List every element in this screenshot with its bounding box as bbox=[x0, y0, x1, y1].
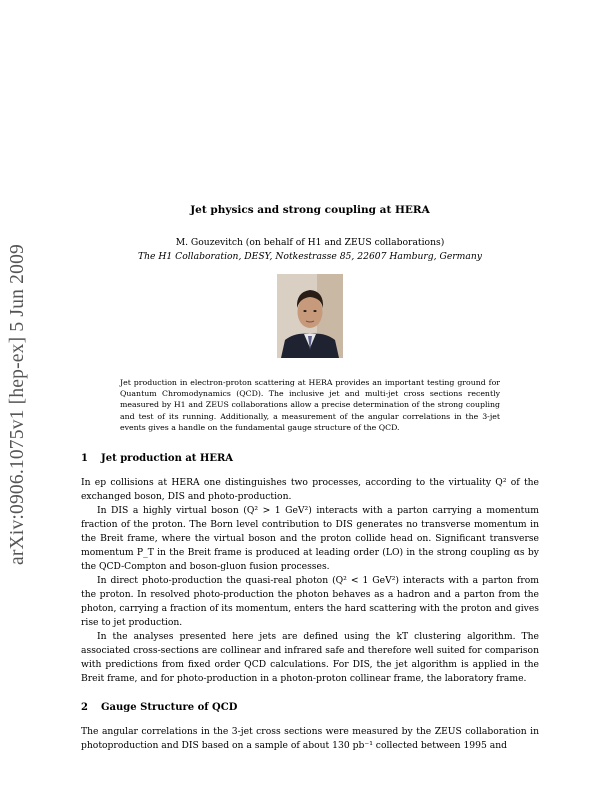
section-title: Gauge Structure of QCD bbox=[101, 702, 238, 714]
section-title: Jet production at HERA bbox=[101, 453, 234, 465]
affiliation-line: The H1 Collaboration, DESY, Notkestrasse 85, 22607 Hamburg, Germany bbox=[138, 251, 482, 262]
section-heading bbox=[81, 453, 539, 464]
section-heading bbox=[81, 702, 539, 713]
arxiv-identifier: arXiv:0906.1075v1 [hep-ex] 5 Jun 2009 bbox=[7, 244, 28, 565]
paper-page bbox=[81, 204, 539, 753]
paragraph: The angular correlations in the 3-jet cross sections were measured by the ZEUS collaboration in photoproduction and DIS based on a sample of about 130 pb⁻¹ collected between 1995 and bbox=[81, 726, 539, 752]
abstract: Jet production in electron-proton scattering at HERA provides an important testing ground for Quantum Chromodynamics (QCD). The inclusive jet and multi-jet cross sections recently measured by H1 and ZEUS collaborations allow a precise determination of the strong coupling and test of its running. Additionally, a measurement of the angular correlations in the 3-jet events gives a handle on the fundamental gauge structure of the QCD. bbox=[120, 378, 500, 432]
section-number: 2 bbox=[81, 702, 88, 714]
paper-title: Jet physics and strong coupling at HERA bbox=[190, 204, 430, 216]
paragraph: In the analyses presented here jets are defined using the kT clustering algorithm. The associated cross-sections are collinear and infrared safe and therefore well suited for comparison with predictions from fixed order QCD calculations. For DIS, the jet algorithm is applied in the Breit frame, and for photo-production in a photon-proton collinear frame, the laboratory frame. bbox=[81, 631, 539, 685]
paragraph: In direct photo-production the quasi-real photon (Q² < 1 GeV²) interacts with a parton from the proton. In resolved photo-production the photon behaves as a hadron and a parton from the photon, carrying a fraction of its momentum, enters the hard scattering with the proton and gives rise to jet production. bbox=[81, 575, 539, 629]
paragraph: In ep collisions at HERA one distinguishes two processes, according to the virtuality Q² of the exchanged boson, DIS and photo-production. bbox=[81, 477, 539, 503]
author-photo bbox=[277, 274, 343, 358]
section-number: 1 bbox=[81, 453, 88, 465]
author-line: M. Gouzevitch (on behalf of H1 and ZEUS collaborations) bbox=[175, 237, 445, 248]
paragraph: In DIS a highly virtual boson (Q² > 1 GeV²) interacts with a parton carrying a momentum fraction of the proton. The Born level contribution to DIS generates no transverse momentum in the Breit frame, where the virtual boson and the proton collide head on. Significant transverse momentum P_T in the Breit frame is produced at leading order (LO) in the strong coupling αs by the QCD-Compton and boson-gluon fusion processes. bbox=[81, 505, 539, 573]
